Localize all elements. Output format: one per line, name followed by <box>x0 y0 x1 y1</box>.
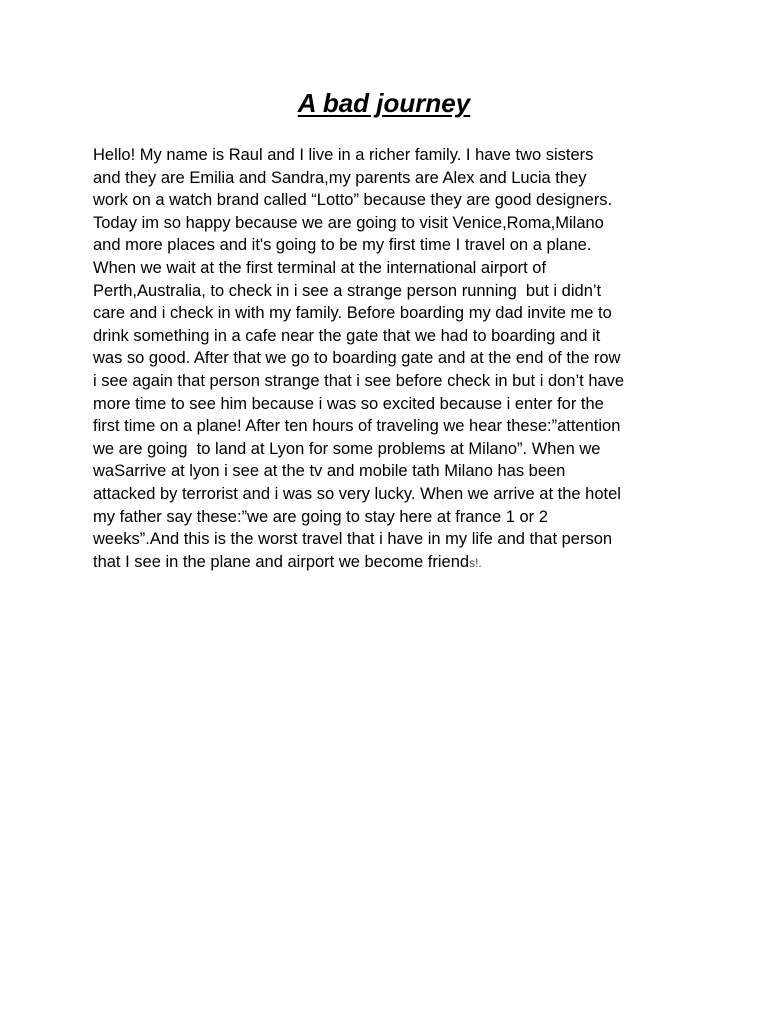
text-line: attacked by terrorist and i was so very lucky. When we arrive at the hotel <box>93 484 621 503</box>
text-line: i see again that person strange that i see before check in but i don’t have <box>93 371 625 390</box>
document-title: A bad journey <box>297 88 471 118</box>
text-line: When we wait at the first terminal at the international airport of <box>93 258 547 277</box>
text-line: Perth,Australia, to check in i see a strange person running but i didn’t <box>93 281 602 300</box>
text-line: drink something in a cafe near the gate that we had to boarding and it <box>93 326 601 345</box>
text-line-tail: s!. <box>469 555 482 570</box>
text-line-last <box>93 551 693 574</box>
text-line: and more places and it's going to be my first time I travel on a plane. <box>93 236 592 255</box>
text-line: my father say these:”we are going to stay here at france 1 or 2 <box>93 507 548 526</box>
text-line: waSarrive at lyon i see at the tv and mobile tath Milano has been <box>93 462 566 481</box>
text-line: was so good. After that we go to boarding gate and at the end of the row <box>93 349 621 368</box>
text-line-last-main: that I see in the plane and airport we become friend <box>93 552 470 571</box>
text-line: care and i check in with my family. Before boarding my dad invite me to <box>93 304 612 323</box>
text-line: first time on a plane! After ten hours of traveling we hear these:”attention <box>93 417 621 436</box>
text-line: weeks”.And this is the worst travel that i have in my life and that person <box>93 530 613 549</box>
text-line: Today im so happy because we are going to visit Venice,Roma,Milano <box>93 213 604 232</box>
text-line: and they are Emilia and Sandra,my parents are Alex and Lucia they <box>93 168 587 187</box>
text-line: Hello! My name is Raul and I live in a richer family. I have two sisters <box>93 146 594 164</box>
text-line: more time to see him because i was so excited because i enter for the <box>93 394 604 413</box>
text-line: we are going to land at Lyon for some problems at Milano”. When we <box>93 439 601 458</box>
text-line: work on a watch brand called “Lotto” because they are good designers. <box>93 191 613 210</box>
body-paragraph <box>93 144 693 573</box>
